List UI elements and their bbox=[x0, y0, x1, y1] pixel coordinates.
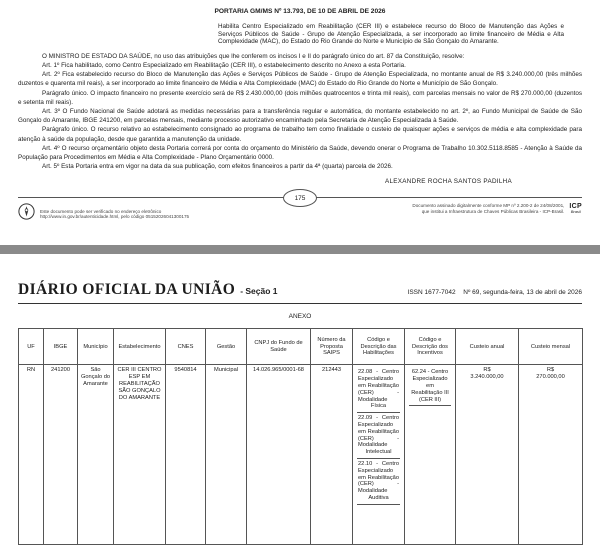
digital-signature-line1: Documento assinado digitalmente conforme MP nº 2.200-2 de 24/08/2001, bbox=[412, 203, 565, 209]
portaria-title: PORTARIA GM/MS Nº 13.793, DE 10 DE ABRIL DE 2026 bbox=[214, 8, 386, 15]
masthead-divider bbox=[18, 303, 582, 304]
verification-url: http://www.in.gov.br/autenticidade.html, pelo código 05152026041300175 bbox=[40, 214, 190, 220]
icp-brasil-logo: ICP Brasil bbox=[569, 203, 582, 215]
portaria-section bbox=[0, 0, 600, 185]
signature-name: ALEXANDRE ROCHA SANTOS PADILHA bbox=[384, 178, 512, 186]
cell-cnes: 9540814 bbox=[166, 365, 206, 545]
issn-label: ISSN 1677-7042 bbox=[407, 289, 456, 297]
dou-masthead-title: DIÁRIO OFICIAL DA UNIÃO bbox=[18, 281, 236, 299]
cell-custeio-mensal: R$ 270.000,00 bbox=[519, 365, 583, 545]
cell-uf: RN bbox=[19, 365, 44, 545]
portaria-ementa: Habilita Centro Especializado em Reabilitação (CER III) e estabelece recurso do Bloco de Manutenção das Ações e Serviços Públicos de Saúde - Grupo de Atenção Especializada, a ser incorporado ao limite financeiro de Média e Alta Complexidade (MAC), do Estado do Rio Grande do Norte e Município de São Gonçalo do Amarante. bbox=[218, 23, 564, 46]
article-paragraph: Art. 4º O recurso orçamentário objeto desta Portaria correrá por conta do orçamento do Ministério da Saúde, devendo onerar o Programa de Trabalho 10.302.5118.8585 - Atenção à Saúde da População para Procedimentos em Média e Alta Complexidade - Plano Orçamentário 0000. bbox=[18, 144, 582, 162]
article-paragraph: Parágrafo único. O impacto financeiro no presente exercício será de R$ 2.430.000,00 (dois milhões quatrocentos e trinta mil reais), com parcelas mensais no valor de R$ 270.000,00 (duzentos e setenta mil reais). bbox=[18, 89, 582, 106]
cell-estabelecimento: CER III CENTRO ESP EM REABILITAÇÃO SÃO GONÇALO DO AMARANTE bbox=[114, 365, 166, 545]
dou-masthead bbox=[0, 281, 600, 299]
table-header-row bbox=[19, 329, 583, 365]
page-number-badge bbox=[283, 189, 317, 207]
anexo-title: ANEXO bbox=[288, 313, 312, 321]
digital-signature-line2: que institui a Infraestrutura de Chaves Públicas Brasileira - ICP-Brasil. bbox=[421, 209, 565, 215]
article-paragraph: Art. 2º Fica estabelecido recurso do Bloco de Manutenção das Ações e Serviços Públicos de Saúde - Grupo de Atenção Especializada, no montante anual de R$ 3.240.000,00 (três milhões duzentos e quarenta mil reais), a ser incorporado ao limite financeiro de Média e Alta Complexidade (MAC) do Estado do Rio Grande do Norte e Município de São Gonçalo. bbox=[18, 71, 582, 88]
page-break-band bbox=[0, 245, 600, 254]
table-header-proposta: Número da Proposta SAIPS bbox=[311, 329, 353, 365]
table-header-gestao: Gestão bbox=[206, 329, 247, 365]
cell-incentivos bbox=[405, 365, 456, 545]
table-header-ibge: IBGE bbox=[44, 329, 78, 365]
cell-municipio: São Gonçalo do Amarante bbox=[78, 365, 114, 545]
edition-info: Nº 69, segunda-feira, 13 de abril de 2026 bbox=[463, 289, 582, 297]
article-paragraph: Art. 3º O Fundo Nacional de Saúde adotará as medidas necessárias para a transferência regular e automática, do montante estabelecido no art. 2º, ao Fundo Municipal de Saúde de São Gonçalo do Amarante, IBGE 241200, em parcelas mensais, mediante processo autorizativo encaminhado pela Secretaria de Atenção Especializada à Saúde. bbox=[18, 108, 582, 125]
article-paragraph: O MINISTRO DE ESTADO DA SAÚDE, no uso das atribuições que lhe conferem os incisos I e II do parágrafo único do art. 87 da Constituição, resolve: bbox=[42, 52, 465, 60]
page-footer bbox=[0, 194, 600, 225]
cell-custeio-anual: R$ 3.240.000,00 bbox=[456, 365, 519, 545]
dou-section-label: - Seção 1 bbox=[240, 286, 278, 297]
article-paragraph: Art. 5º Esta Portaria entra em vigor na data da sua publicação, com efeitos financeiros a partir da 4ª (quarta) parcela de 2026. bbox=[42, 163, 393, 171]
portaria-body bbox=[18, 52, 582, 172]
cell-cnpj: 14.026.965/0001-68 bbox=[247, 365, 311, 545]
cell-gestao: Municipal bbox=[206, 365, 247, 545]
cell-proposta: 212443 bbox=[311, 365, 353, 545]
page-number: 175 bbox=[294, 194, 306, 202]
article-paragraph: Art. 1º Fica habilitado, como Centro Especializado em Reabilitação (CER III), o estabelecimento descrito no Anexo a esta Portaria. bbox=[42, 61, 406, 69]
brasil-crest-icon bbox=[18, 203, 35, 225]
verification-text-line1: Este documento pode ser verificado no endereço eletrônico bbox=[40, 208, 162, 214]
table-header-incentivos: Código e Descrição dos Incentivos bbox=[405, 329, 456, 365]
table-header-cnpj: CNPJ do Fundo de Saúde bbox=[247, 329, 311, 365]
incentivo-item: 62.24 - Centro Especializado em Reabilitação III (CER III) bbox=[409, 367, 451, 406]
table-header-estabelecimento: Estabelecimento bbox=[114, 329, 166, 365]
table-row bbox=[19, 365, 583, 545]
habilitacao-item: 22.10 - Centro Especializado em Reabilitação (CER) - Modalidade Auditiva bbox=[357, 459, 400, 505]
table-header-habilitacoes: Código e Descrição das Habilitações bbox=[353, 329, 405, 365]
cell-habilitacoes bbox=[353, 365, 405, 545]
table-header-custeio-mensal: Custeio mensal bbox=[519, 329, 583, 365]
habilitacao-item: 22.08 - Centro Especializado em Reabilitação (CER) - Modalidade Física bbox=[357, 367, 400, 413]
footer-divider bbox=[18, 194, 582, 202]
anexo-table bbox=[18, 328, 583, 545]
table-header-custeio-anual: Custeio anual bbox=[456, 329, 519, 365]
table-header-municipio: Município bbox=[78, 329, 114, 365]
habilitacao-item: 22.09 - Centro Especializado em Reabilitação (CER) - Modalidade Intelectual bbox=[357, 413, 400, 459]
article-paragraph: Parágrafo único. O recurso relativo ao estabelecimento consignado ao programa de trabalho tem como finalidade o custeio de quaisquer ações e serviços de média e alta complexidade para atenção à saúde da população, desde que garantida a manutenção da unidade. bbox=[18, 126, 582, 143]
verification-block bbox=[18, 203, 189, 225]
table-header-cnes: CNES bbox=[166, 329, 206, 365]
digital-signature-block bbox=[412, 203, 582, 215]
table-header-uf: UF bbox=[19, 329, 44, 365]
cell-ibge: 241200 bbox=[44, 365, 78, 545]
